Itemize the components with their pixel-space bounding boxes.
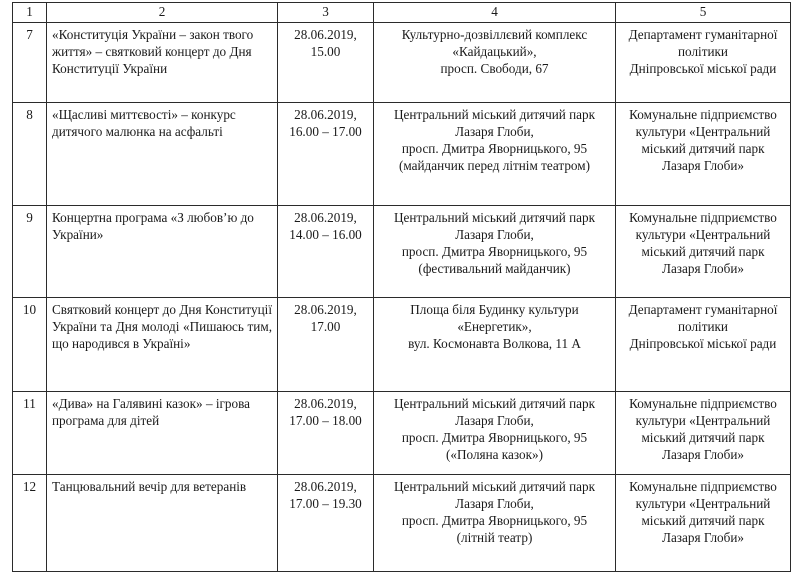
event-venue bbox=[374, 391, 616, 474]
event-datetime bbox=[278, 297, 374, 391]
event-datetime bbox=[278, 22, 374, 102]
event-time: 15.00 bbox=[310, 43, 341, 59]
organizer-line-2: культури «Центральний bbox=[635, 226, 771, 242]
venue-line-1: Центральний міський дитячий парк bbox=[393, 209, 596, 225]
event-title: Танцювальний вечір для ветеранів bbox=[47, 474, 278, 571]
organizer-line-1: Комунальне підприємство bbox=[629, 209, 777, 225]
event-date: 28.06.2019, bbox=[294, 26, 357, 42]
organizer-line-3: міський дитячий парк bbox=[641, 141, 765, 157]
venue-line-4: (майданчик перед літнім театром) bbox=[398, 158, 591, 174]
event-date: 28.06.2019, bbox=[294, 106, 357, 122]
organizer-line-3: Дніпровської міської ради bbox=[629, 336, 777, 352]
event-organizer bbox=[616, 102, 791, 205]
organizer-line-4: Лазаря Глоби» bbox=[662, 158, 744, 174]
organizer-line-2: культури «Центральний bbox=[635, 123, 771, 139]
event-organizer bbox=[616, 474, 791, 571]
organizer-line-2: політики bbox=[677, 318, 728, 334]
organizer-line-1: Департамент гуманітарної bbox=[628, 26, 778, 42]
venue-line-3: просп. Дмитра Яворницького, 95 bbox=[401, 513, 588, 529]
venue-line-1: Центральний міський дитячий парк bbox=[393, 478, 596, 494]
event-datetime bbox=[278, 205, 374, 297]
venue-line-2: «Кайдацький», bbox=[452, 43, 537, 59]
table-row bbox=[13, 205, 791, 297]
venue-line-1: Культурно-дозвіллєвий комплекс bbox=[401, 26, 588, 42]
venue-line-4: («Поляна казок») bbox=[446, 447, 543, 463]
column-number-4: 4 bbox=[374, 3, 616, 23]
organizer-line-1: Комунальне підприємство bbox=[629, 106, 777, 122]
organizer-line-2: культури «Центральний bbox=[635, 495, 771, 511]
organizer-line-4: Лазаря Глоби» bbox=[662, 530, 744, 546]
events-schedule-table bbox=[12, 2, 791, 572]
column-number-5: 5 bbox=[616, 3, 791, 23]
organizer-line-4: Лазаря Глоби» bbox=[662, 447, 744, 463]
row-number: 7 bbox=[13, 22, 47, 102]
organizer-line-1: Комунальне підприємство bbox=[629, 395, 777, 411]
venue-line-3: просп. Дмитра Яворницького, 95 bbox=[401, 244, 588, 260]
event-organizer bbox=[616, 297, 791, 391]
table-row bbox=[13, 391, 791, 474]
event-venue bbox=[374, 474, 616, 571]
row-number: 9 bbox=[13, 205, 47, 297]
event-date: 28.06.2019, bbox=[294, 478, 357, 494]
event-title: «Щасливі миттєвості» – конкурс дитячого малюнка на асфальті bbox=[47, 102, 278, 205]
event-time: 17.00 – 18.00 bbox=[289, 412, 362, 428]
event-datetime bbox=[278, 102, 374, 205]
venue-line-4: (фестивальний майданчик) bbox=[418, 261, 571, 277]
venue-line-1: Центральний міський дитячий парк bbox=[393, 106, 596, 122]
event-time: 14.00 – 16.00 bbox=[289, 226, 362, 242]
organizer-line-1: Комунальне підприємство bbox=[629, 478, 777, 494]
venue-line-2: Лазаря Глоби, bbox=[455, 226, 534, 242]
column-number-2: 2 bbox=[47, 3, 278, 23]
venue-line-3: просп. Свободи, 67 bbox=[440, 61, 549, 77]
event-time: 17.00 – 19.30 bbox=[289, 495, 362, 511]
event-date: 28.06.2019, bbox=[294, 395, 357, 411]
venue-line-2: Лазаря Глоби, bbox=[455, 412, 534, 428]
event-venue bbox=[374, 297, 616, 391]
organizer-line-1: Департамент гуманітарної bbox=[628, 301, 778, 317]
organizer-line-3: міський дитячий парк bbox=[641, 513, 765, 529]
row-number: 11 bbox=[13, 391, 47, 474]
organizer-line-3: міський дитячий парк bbox=[641, 430, 765, 446]
venue-line-2: Лазаря Глоби, bbox=[455, 123, 534, 139]
row-number: 12 bbox=[13, 474, 47, 571]
venue-line-3: просп. Дмитра Яворницького, 95 bbox=[401, 430, 588, 446]
table-row bbox=[13, 102, 791, 205]
venue-line-3: просп. Дмитра Яворницького, 95 bbox=[401, 141, 588, 157]
venue-line-3: вул. Космонавта Волкова, 11 А bbox=[408, 336, 581, 352]
organizer-line-4: Лазаря Глоби» bbox=[662, 261, 744, 277]
event-organizer bbox=[616, 22, 791, 102]
event-date: 28.06.2019, bbox=[294, 301, 357, 317]
event-title: «Дива» на Галявині казок» – ігрова програма для дітей bbox=[47, 391, 278, 474]
table-row bbox=[13, 297, 791, 391]
organizer-line-3: Дніпровської міської ради bbox=[629, 61, 777, 77]
event-datetime bbox=[278, 391, 374, 474]
organizer-line-2: культури «Центральний bbox=[635, 412, 771, 428]
column-number-row bbox=[13, 3, 791, 23]
event-time: 16.00 – 17.00 bbox=[289, 123, 362, 139]
organizer-line-3: міський дитячий парк bbox=[641, 244, 765, 260]
event-time: 17.00 bbox=[310, 318, 341, 334]
organizer-line-2: політики bbox=[677, 43, 728, 59]
venue-line-1: Центральний міський дитячий парк bbox=[393, 395, 596, 411]
venue-line-2: Лазаря Глоби, bbox=[455, 495, 534, 511]
column-number-3: 3 bbox=[278, 3, 374, 23]
venue-line-2: «Енергетик», bbox=[457, 318, 532, 334]
column-number-1: 1 bbox=[13, 3, 47, 23]
event-venue bbox=[374, 102, 616, 205]
event-title: Святковий концерт до Дня Конституції України та Дня молоді «Пишаюсь тим, що народився в Україні» bbox=[47, 297, 278, 391]
event-venue bbox=[374, 22, 616, 102]
venue-line-4: (літній театр) bbox=[456, 530, 533, 546]
event-title: Концертна програма «З любов’ю до України» bbox=[47, 205, 278, 297]
event-organizer bbox=[616, 391, 791, 474]
row-number: 8 bbox=[13, 102, 47, 205]
table-row bbox=[13, 474, 791, 571]
venue-line-1: Площа біля Будинку культури bbox=[410, 301, 579, 317]
event-venue bbox=[374, 205, 616, 297]
event-date: 28.06.2019, bbox=[294, 209, 357, 225]
table-row bbox=[13, 22, 791, 102]
event-organizer bbox=[616, 205, 791, 297]
row-number: 10 bbox=[13, 297, 47, 391]
event-datetime bbox=[278, 474, 374, 571]
event-title: «Конституція України – закон твого життя» – святковий концерт до Дня Конституції України bbox=[47, 22, 278, 102]
